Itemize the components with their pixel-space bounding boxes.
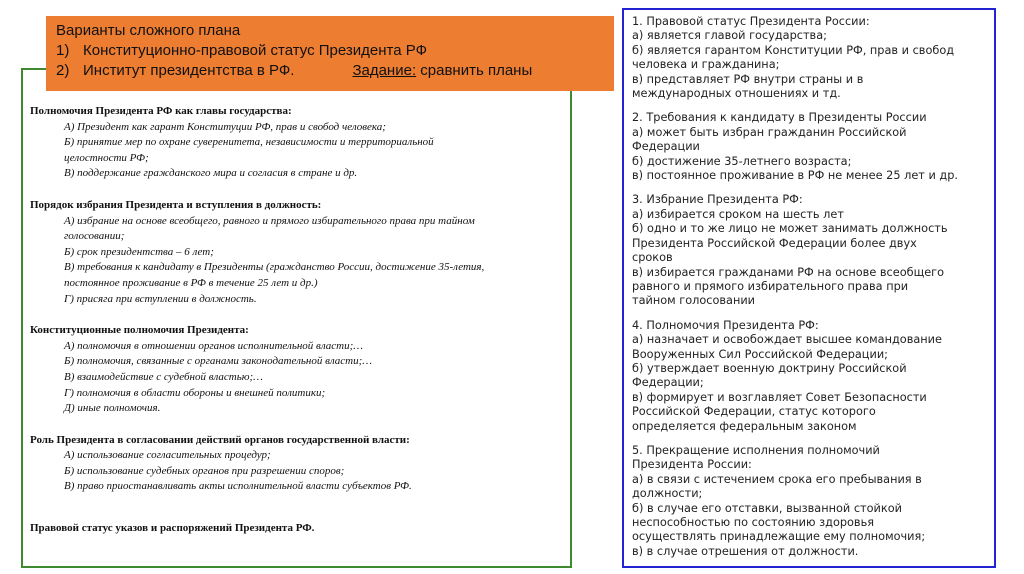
plan-block	[632, 15, 986, 101]
section-title: Порядок избрания Президента и вступления в должность:	[30, 198, 322, 211]
section-item: А) полномочия в отношении органов исполнительной власти;…	[64, 339, 364, 352]
plan-line: должности;	[632, 487, 703, 501]
plan-number: 1)	[56, 42, 70, 59]
plan-block	[632, 193, 986, 308]
section-item: голосовании;	[64, 230, 125, 243]
plan-line: б) в случае его отставки, вызванной стойкой	[632, 501, 902, 515]
section-item: Г) полномочия в области обороны и внешней политики;	[64, 386, 326, 399]
plan-line: 1. Правовой статус Президента России:	[632, 15, 870, 28]
section-item: В) взаимодействие с судебной властью;…	[64, 370, 263, 383]
plan-line: а) может быть избран гражданин Российской	[632, 125, 907, 139]
plan-line: в) в случае отрешения от должности.	[632, 544, 859, 558]
plan-row-1	[56, 41, 604, 61]
plan-line: б) утверждает военную доктрину Российской	[632, 361, 907, 375]
plan-line: б) является гарантом Конституции РФ, прав и свобод	[632, 43, 955, 57]
header-title: Варианты сложного плана	[56, 22, 241, 39]
complex-plan-outline	[30, 104, 565, 537]
section-title: Роль Президента в согласовании действий органов государственной власти:	[30, 433, 410, 446]
plan-block	[632, 111, 986, 183]
plan-block	[632, 444, 986, 559]
plan-title: Конституционно-правовой статус Президента РФ	[83, 42, 427, 59]
section-item: Д) иные полномочия.	[64, 402, 161, 415]
plan-number: 2)	[56, 62, 70, 79]
plan-line: международных отношениях и тд.	[632, 87, 841, 101]
plan-line: равного и прямого избирательного права при	[632, 279, 909, 293]
plan-row-2	[56, 61, 604, 81]
section-item: Б) использование судебных органов при разрешении споров;	[64, 464, 345, 477]
plan-line: в) представляет РФ внутри страны и в	[632, 72, 864, 86]
plan-line: а) избирается сроком на шесть лет	[632, 207, 844, 221]
outline-section	[30, 433, 565, 495]
plan-line: б) одно и то же лицо не может занимать должность	[632, 222, 948, 236]
comparison-plan-panel	[622, 8, 996, 568]
section-item: А) избрание на основе всеобщего, равного и прямого избирательного права при тайном	[64, 214, 475, 227]
plan-line: Вооруженных Сил Российской Федерации;	[632, 347, 888, 361]
plan-line: а) является главой государства;	[632, 29, 827, 43]
plan-line: б) достижение 35-летнего возраста;	[632, 154, 852, 168]
plan-line: определяется федеральным законом	[632, 419, 857, 433]
task-label: Задание:	[352, 62, 417, 79]
plan-line: в) избирается гражданами РФ на основе всеобщего	[632, 265, 945, 279]
plan-line: сроков	[632, 251, 673, 265]
section-item: В) право приостанавливать акты исполнительной власти субъектов РФ.	[64, 480, 412, 493]
section-item: Б) срок президентства – 6 лет;	[64, 245, 214, 258]
plan-line: а) назначает и освобождает высшее командование	[632, 333, 942, 347]
section-item: В) требования к кандидату в Президенты (гражданство России, достижение 35-летия,	[64, 261, 485, 274]
section-item: постоянное проживание в РФ в течение 25 лет и др.)	[64, 276, 318, 289]
plan-line: человека и гражданина;	[632, 58, 780, 72]
section-item: А) использование согласительных процедур;	[64, 449, 271, 462]
section-item: Г) присяга при вступлении в должность.	[64, 292, 257, 305]
plan-line: 4. Полномочия Президента РФ:	[632, 318, 819, 332]
section-item: В) поддержание гражданского мира и согласия в стране и др.	[64, 167, 358, 180]
plan-line: 2. Требования к кандидату в Президенты России	[632, 111, 927, 125]
plan-line: в) постоянное проживание в РФ не менее 25 лет и др.	[632, 169, 958, 183]
task-instruction	[352, 61, 532, 81]
section-item: Б) принятие мер по охране суверенитета, независимости и территориальной	[64, 136, 434, 149]
plan-line: осуществлять принадлежащие ему полномочия;	[632, 530, 926, 544]
plan-block	[632, 319, 986, 434]
plan-line: а) в связи с истечением срока его пребывания в	[632, 472, 922, 486]
plan-line: Президента России:	[632, 458, 752, 472]
section-title: Конституционные полномочия Президента:	[30, 324, 249, 337]
plan-line: 5. Прекращение исполнения полномочий	[632, 443, 880, 457]
plan-line: 3. Избрание Президента РФ:	[632, 193, 803, 207]
section-item: А) Президент как гарант Конституции РФ, прав и свобод человека;	[64, 120, 386, 133]
final-section-title: Правовой статус указов и распоряжений Президента РФ.	[30, 522, 315, 535]
outline-section	[30, 323, 565, 417]
plan-line: Федерации;	[632, 376, 704, 390]
plan-line: тайном голосовании	[632, 294, 756, 308]
section-title: Полномочия Президента РФ как главы государства:	[30, 105, 292, 117]
plan-line: Федерации	[632, 140, 700, 154]
task-text: сравнить планы	[416, 62, 533, 79]
plan-line: неспособностью по состоянию здоровья	[632, 516, 875, 529]
header-banner	[46, 16, 614, 91]
outline-section	[30, 198, 565, 307]
plan-title: Институт президентства в РФ.	[83, 62, 295, 79]
outline-section	[30, 104, 565, 182]
plan-line: Президента Российской Федерации более двух	[632, 236, 917, 250]
plan-line: в) формирует и возглавляет Совет Безопасности	[632, 390, 927, 404]
plan-line: Российской Федерации, статус которого	[632, 405, 876, 419]
section-item: целостности РФ;	[64, 151, 149, 164]
section-item: Б) полномочия, связанные с органами законодательной власти;…	[64, 355, 373, 368]
